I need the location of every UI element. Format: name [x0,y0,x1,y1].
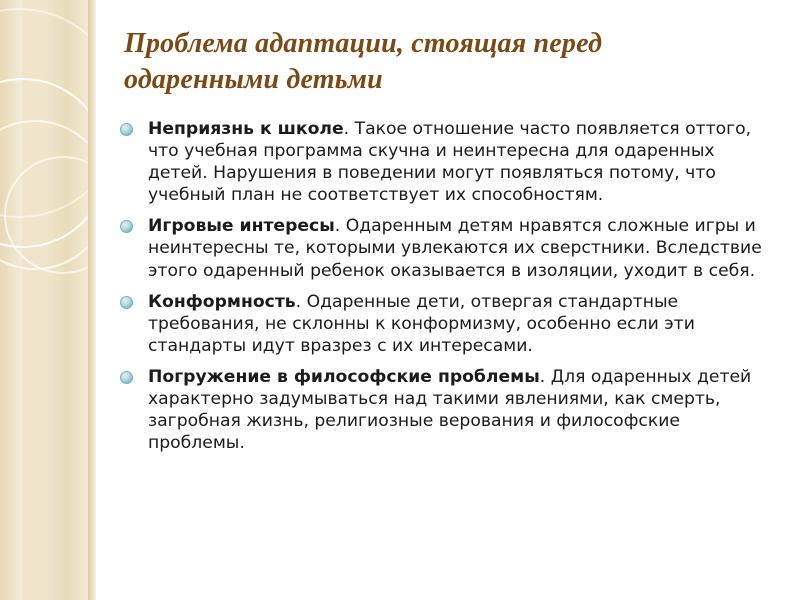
decorative-left-band [0,0,96,600]
list-item-lead: Конформность [148,291,296,312]
list-item-lead: Погружение в философские проблемы [148,366,540,387]
bullet-list [110,118,770,463]
list-item-text: . Такое отношение часто появляется оттого, что учебная программа скучна и неинтересна для одаренных детей. Нарушения в поведении могут появляться потому, что учебный план не соответствует их способностям. [148,119,752,206]
list-item-lead: Неприязнь к школе [148,119,344,139]
bullet-marker-icon [120,220,133,233]
list-item-text: . Одаренным детям нравятся сложные игры и неинтересны те, которыми увлекаются их сверстники. Вследствие этого одаренный ребенок оказывается в изоляции, уходит в себя. [148,216,762,281]
list-item-text: . Одаренные дети, отвергая стандартные требования, не склонны к конформизму, особенно если эти стандарты идут вразрез с их интересами. [148,291,695,356]
list-item [110,291,770,357]
slide-title: Проблема адаптации, стоящая перед одаренными детьми [124,28,603,95]
list-item-text: . Для одаренных детей характерно задумываться над такими явлениями, как смерть, загробная жизнь, религиозные верования и философские проблемы. [148,366,752,454]
bullet-marker-icon [120,371,133,384]
list-item [110,118,770,206]
list-item [110,215,770,281]
bullet-marker-icon [120,296,133,309]
bullet-marker-icon [120,123,133,136]
list-item-lead: Игровые интересы [148,216,335,237]
decorative-band-edge [88,0,96,600]
list-item [110,366,770,454]
slide-content [96,0,800,600]
